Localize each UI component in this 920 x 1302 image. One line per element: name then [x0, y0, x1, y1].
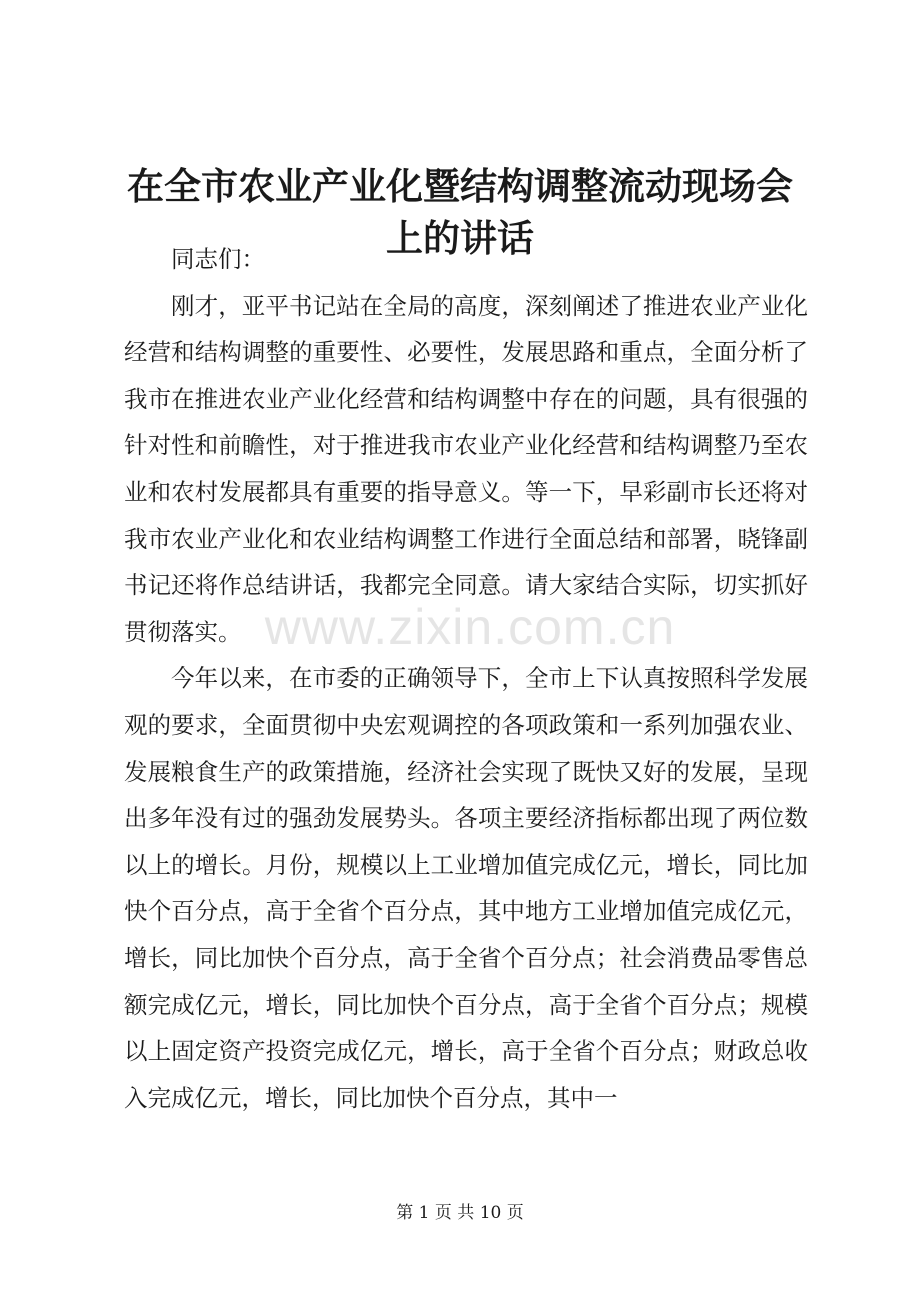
document-title: 在全市农业产业化暨结构调整流动现场会上的讲话 [127, 164, 793, 260]
watermark: www.zixin.com.cn [264, 599, 676, 655]
body-paragraph: 刚才，亚平书记站在全局的高度，深刻阐述了推进农业产业化经营和结构调整的重要性、必要性，发展思路和重点，全面分析了我市在推进农业产业化经营和结构调整中存在的问题，具有很强的针对性和前瞻性，对于推进我市农业产业化经营和结构调整乃至农业和农村发展都具有重要的指导意义。等一下，早彩副市长还将对我市农业产业化和农业结构调整工作进行全面总结和部署，晓锋副书记还将作总结讲话，我都完全同意。请大家结合实际，切实抓好贯彻落实。 [124, 291, 808, 646]
salutation-paragraph: 同志们： [171, 245, 265, 273]
document-body [124, 236, 808, 1121]
body-paragraph: 今年以来，在市委的正确领导下，全市上下认真按照科学发展观的要求，全面贯彻中央宏观调控的各项政策和一系列加强农业、发展粮食生产的政策措施，经济社会实现了既快又好的发展，呈现出多年没有过的强劲发展势头。各项主要经济指标都出现了两位数以上的增长。月份，规模以上工业增加值完成亿元，增长，同比加快个百分点，高于全省个百分点，其中地方工业增加值完成亿元，增长，同比加快个百分点，高于全省个百分点；社会消费品零售总额完成亿元，增长，同比加快个百分点，高于全省个百分点；规模以上固定资产投资完成亿元，增长，高于全省个百分点；财政总收入完成亿元，增长，同比加快个百分点，其中一 [124, 664, 808, 1112]
page-footer: 第 1 页 共 10 页 [396, 1203, 524, 1223]
